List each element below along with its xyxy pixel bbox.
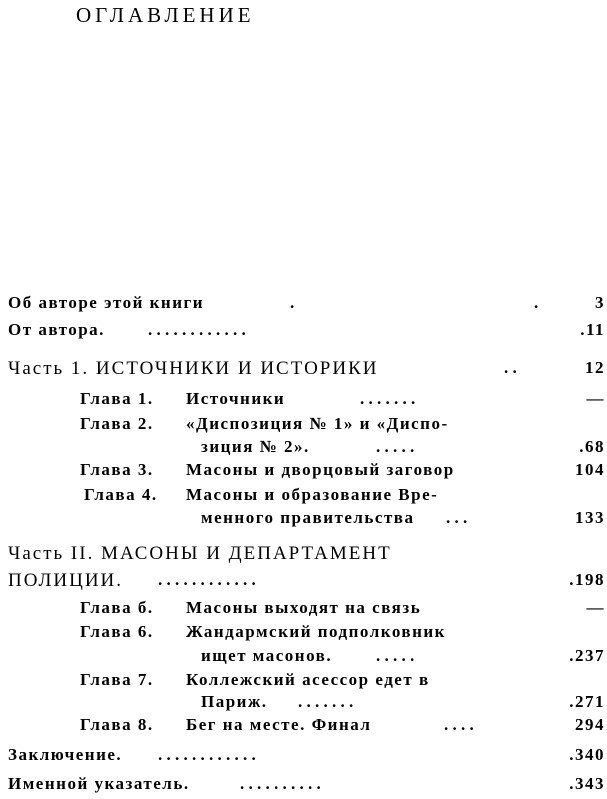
toc-page-number: .237 (569, 646, 605, 665)
toc-chapter-4 (8, 485, 607, 509)
toc-dots: . . . . . . . . . . . . (148, 320, 246, 339)
toc-entry-label: Именной указатель. (8, 774, 190, 793)
toc-part-2-cont (8, 570, 607, 594)
toc-part-heading: Часть II. МАСОНЫ И ДЕПАРТАМЕНТ (8, 543, 392, 564)
toc-chapter-title: Масоны и образование Вре- (186, 485, 439, 504)
toc-dots: . . . . . (376, 646, 415, 665)
toc-chapter-number: Глава 4. (84, 485, 158, 504)
toc-page-number: 3 (595, 293, 605, 312)
toc-chapter-title: Жандармский подполковник (186, 622, 446, 641)
toc-part-heading: ПОЛИЦИИ. (8, 570, 124, 591)
toc-chapter-number: Глава 1. (80, 389, 154, 408)
toc-chapter-2 (8, 414, 607, 438)
toc-dots: . (534, 293, 539, 312)
toc-entry-index (8, 774, 607, 798)
toc-chapter-5 (8, 598, 607, 622)
toc-chapter-title: Париж. (201, 692, 268, 711)
toc-chapter-7 (8, 670, 607, 694)
toc-page-number: — (586, 389, 605, 408)
toc-page-number: .11 (580, 320, 605, 339)
page-title: ОГЛАВЛЕНИЕ (76, 3, 255, 27)
toc-chapter-number: Глава б. (80, 598, 154, 617)
toc-page-number: — (586, 598, 605, 617)
toc-chapter-title: менного правительства (201, 508, 415, 527)
toc-dots: . . . . (444, 715, 474, 734)
toc-dots: . . . . . (376, 437, 415, 456)
toc-chapter-6-cont (8, 646, 607, 670)
toc-dots: . . . (446, 508, 468, 527)
toc-entry-about-author (8, 293, 607, 317)
toc-chapter-title: ищет масонов. (201, 646, 333, 665)
toc-page-number: 12 (585, 358, 605, 377)
toc-dots: . . . . . . . . . . . . (158, 745, 256, 764)
toc-chapter-title: Бег на месте. Финал (186, 715, 372, 734)
toc-part-1 (8, 358, 607, 382)
toc-page-number: 294 (575, 715, 605, 734)
toc-part-2 (8, 543, 607, 567)
toc-dots: . . (504, 358, 517, 377)
toc-chapter-title: Масоны выходят на связь (186, 598, 422, 617)
toc-entry-from-author (8, 320, 607, 344)
toc-page-number: 133 (575, 508, 605, 527)
toc-chapter-title: «Диспозиция № 1» и «Диспо- (186, 414, 449, 433)
toc-chapter-4-cont (8, 508, 607, 532)
toc-chapter-number: Глава 2. (80, 414, 154, 433)
toc-chapter-number: Глава 8. (80, 715, 154, 734)
toc-chapter-number: Глава 6. (80, 622, 154, 641)
toc-chapter-1 (8, 389, 607, 413)
toc-dots: . . . . . . . (360, 389, 416, 408)
toc-chapter-8 (8, 715, 607, 739)
toc-chapter-number: Глава 7. (80, 670, 154, 689)
toc-entry-label: Заключение. (8, 745, 123, 764)
toc-part-heading: Часть 1. ИСТОЧНИКИ И ИСТОРИКИ (8, 358, 379, 379)
toc-dots: . . . . . . . . . . (240, 774, 321, 793)
toc-chapter-title: Масоны и дворцовый заговор (186, 460, 455, 479)
toc-page-number: 104 (575, 460, 605, 479)
toc-dots: . (290, 293, 295, 312)
toc-chapter-7-cont (8, 692, 607, 716)
toc-page-number: .68 (579, 437, 605, 456)
toc-page-number: .198 (569, 570, 605, 589)
toc-chapter-title: зиция № 2». (201, 437, 310, 456)
toc-page-number: .340 (569, 745, 605, 764)
toc-entry-label: От автора. (8, 320, 105, 339)
toc-page-number: .271 (569, 692, 605, 711)
toc-dots: . . . . . . . . . . . . (158, 570, 256, 589)
toc-chapter-number: Глава 3. (80, 460, 154, 479)
toc-chapter-3 (8, 460, 607, 484)
toc-entry-conclusion (8, 745, 607, 769)
toc-chapter-title: Коллежский асессор едет в (186, 670, 430, 689)
toc-entry-label: Об авторе этой книги (8, 293, 205, 312)
toc-chapter-2-cont (8, 437, 607, 461)
toc-chapter-6 (8, 622, 607, 646)
toc-chapter-title: Источники (186, 389, 286, 408)
toc-page-number: .343 (569, 774, 605, 793)
toc-dots: . . . . . . . (298, 692, 354, 711)
